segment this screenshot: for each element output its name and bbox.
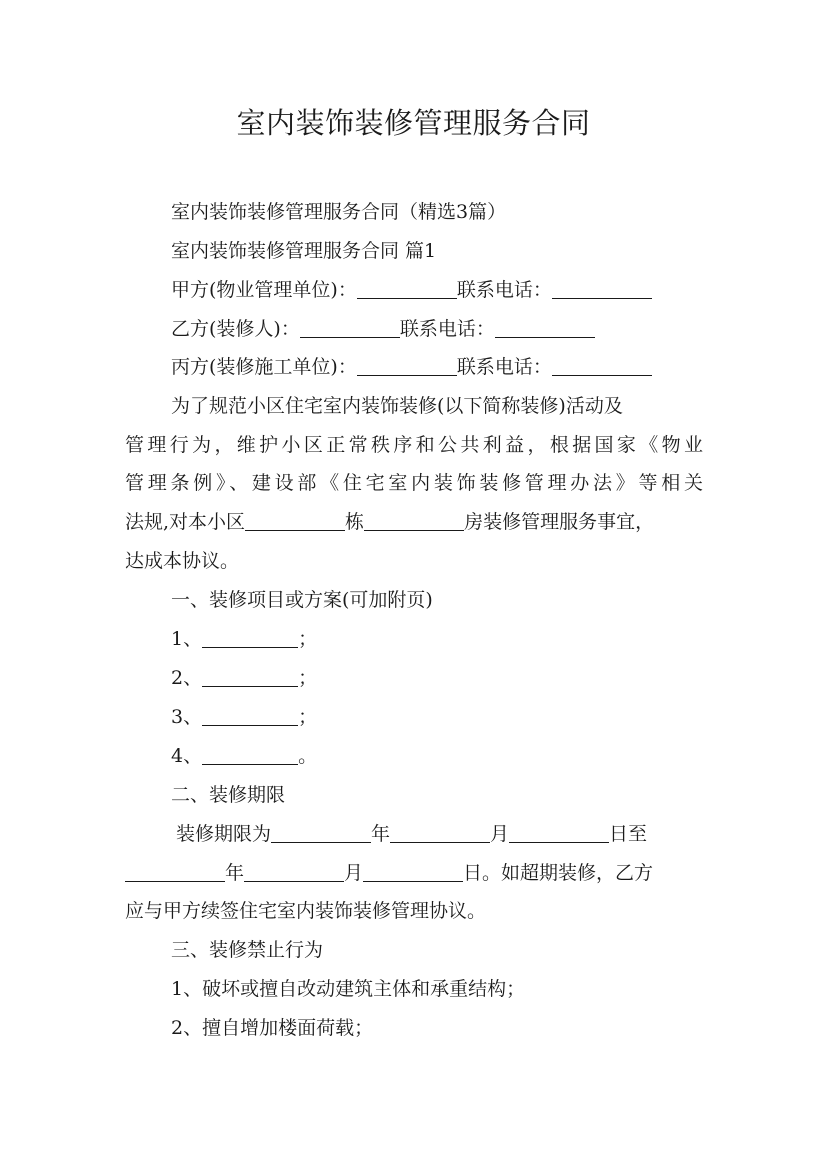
day-to-label: 日至 <box>609 823 648 845</box>
party-b-name-blank <box>300 319 400 338</box>
party-a-phone-blank <box>552 280 652 299</box>
intro-line-2: 管理行为，维护小区正常秩序和公共利益，根据国家《物业 <box>125 434 703 456</box>
item-end: ； <box>298 667 318 689</box>
period-line-3: 应与甲方续签住宅室内装饰装修管理协议。 <box>125 900 487 922</box>
party-c-label: 丙方(装修施工单位)： <box>171 356 357 378</box>
party-b-phone-label: 联系电话： <box>399 318 495 340</box>
section-3-heading: 三、装修禁止行为 <box>171 939 324 961</box>
item-end: ； <box>298 706 318 728</box>
building-blank <box>245 512 345 531</box>
end-month-blank <box>244 863 344 882</box>
period-line-1 <box>176 820 647 848</box>
start-year-blank <box>271 824 371 843</box>
period-label: 装修期限为 <box>176 823 272 845</box>
intro-line-4-mid: 栋 <box>345 511 365 533</box>
start-day-blank <box>509 824 609 843</box>
party-c-name-blank <box>357 357 457 376</box>
item-number: 3、 <box>171 706 203 728</box>
intro-line-4 <box>125 508 654 536</box>
section-1-heading: 一、装修项目或方案(可加附页) <box>171 589 433 611</box>
section-1-item <box>171 742 317 770</box>
item-end: ； <box>298 628 318 650</box>
party-b-phone-blank <box>495 319 595 338</box>
month-label: 月 <box>490 823 510 845</box>
item-blank <box>202 668 298 687</box>
section-3-item: 2、擅自增加楼面荷载； <box>171 1017 374 1039</box>
party-c-phone-blank <box>552 357 652 376</box>
chapter-heading: 室内装饰装修管理服务合同 篇1 <box>171 240 437 262</box>
intro-line-5: 达成本协议。 <box>125 550 240 572</box>
item-blank <box>202 629 298 648</box>
party-c-line <box>171 353 652 381</box>
item-blank <box>202 746 298 765</box>
party-b-line <box>171 315 595 343</box>
party-a-phone-label: 联系电话： <box>456 279 552 301</box>
end-day-blank <box>363 863 463 882</box>
section-2-heading: 二、装修期限 <box>171 784 286 806</box>
party-b-label: 乙方(装修人)： <box>171 318 300 340</box>
item-number: 2、 <box>171 667 203 689</box>
party-c-phone-label: 联系电话： <box>456 356 552 378</box>
start-month-blank <box>390 824 490 843</box>
month-label: 月 <box>344 862 364 884</box>
party-a-label: 甲方(物业管理单位)： <box>171 279 357 301</box>
party-a-line <box>171 276 652 304</box>
year-label: 年 <box>371 823 391 845</box>
intro-line-4-post: 房装修管理服务事宜， <box>464 511 655 533</box>
room-blank <box>364 512 464 531</box>
item-blank <box>202 707 298 726</box>
item-number: 4、 <box>171 745 203 767</box>
section-3-item: 1、破坏或擅自改动建筑主体和承重结构； <box>171 978 526 1000</box>
item-end: 。 <box>298 745 318 767</box>
year-label: 年 <box>225 862 245 884</box>
section-1-item <box>171 625 317 653</box>
period-line-2 <box>125 859 653 887</box>
item-number: 1、 <box>171 628 203 650</box>
section-1-item <box>171 664 317 692</box>
day-end-label: 日。如超期装修，乙方 <box>463 862 654 884</box>
intro-line-1: 为了规范小区住宅室内装饰装修(以下简称装修)活动及 <box>171 395 623 417</box>
intro-line-4-pre: 法规,对本小区 <box>125 511 246 533</box>
section-1-item <box>171 703 317 731</box>
party-a-name-blank <box>357 280 457 299</box>
intro-line-3: 管理条例》、建设部《住宅室内装饰装修管理办法》等相关 <box>125 472 703 494</box>
end-year-blank <box>125 863 225 882</box>
document-subtitle: 室内装饰装修管理服务合同（精选3篇） <box>171 201 507 223</box>
document-title: 室内装饰装修管理服务合同 <box>236 106 591 140</box>
